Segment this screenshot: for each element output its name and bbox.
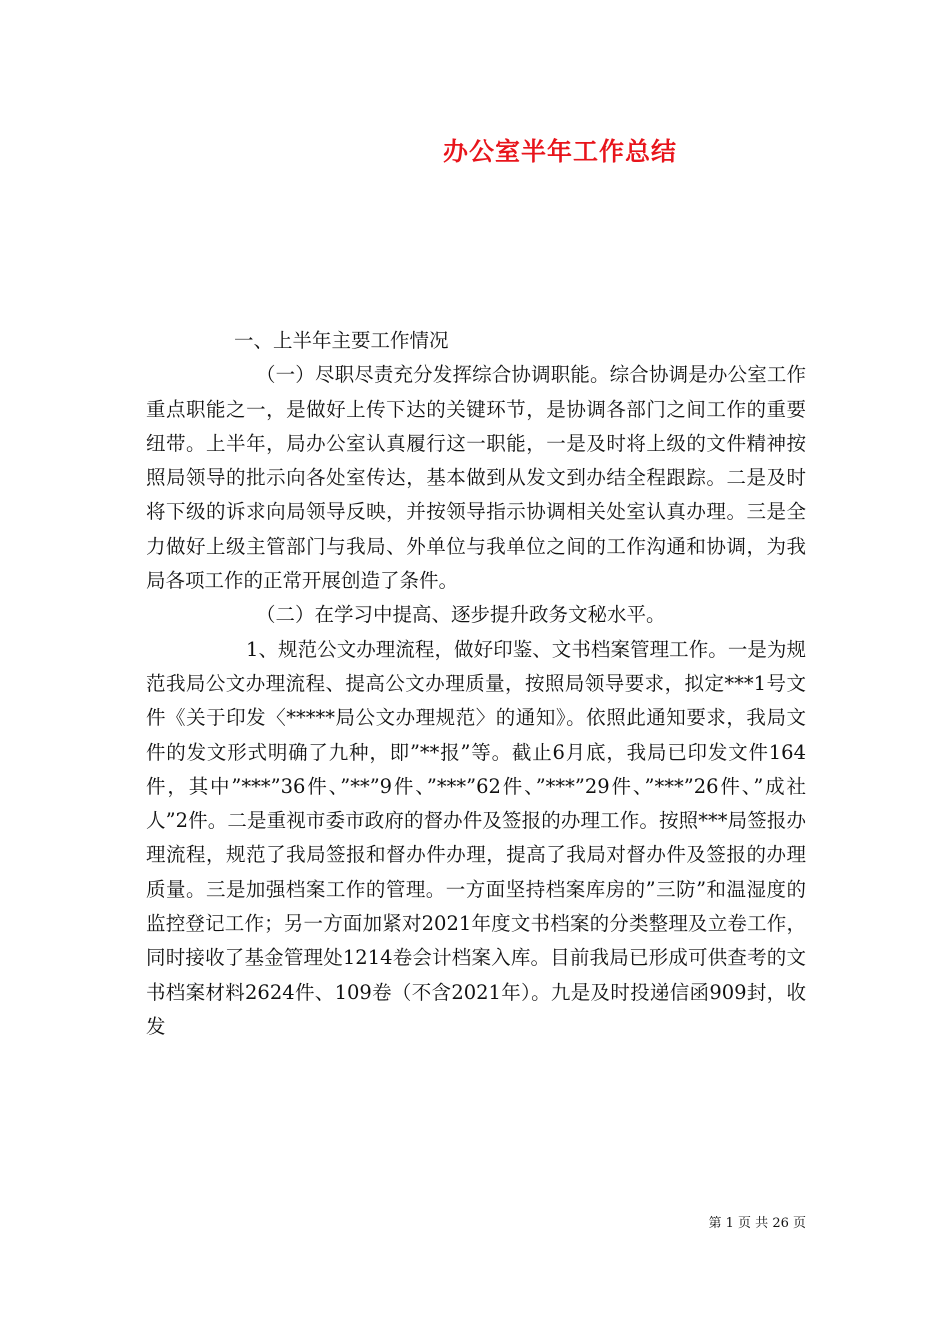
document-body: [146, 324, 806, 1044]
sub-heading-learning: （二）在学习中提高、逐步提升政务文秘水平。: [256, 603, 666, 627]
page-title: 办公室半年工作总结: [442, 137, 677, 166]
paragraph-coordination: （一）尽职尽责充分发挥综合协调职能。综合协调是办公室工作重点职能之一，是做好上传下达的关键环节，是协调各部门之间工作的重要纽带。上半年，局办公室认真履行这一职能，一是及时将上级的文件精神按照局领导的批示向各处室传达，基本做到从发文到办结全程跟踪。二是及时将下级的诉求向局领导反映，并按领导指示协调相关处室认真办理。三是全力做好上级主管部门与我局、外单位与我单位之间的工作沟通和协调，为我局各项工作的正常开展创造了条件。: [146, 363, 806, 593]
section-heading: 一、上半年主要工作情况: [234, 329, 449, 352]
paragraph-document-handling: 1、规范公文办理流程，做好印鉴、文书档案管理工作。一是为规范我局公文办理流程、提高公文办理质量，按照局领导要求，拟定***1号文件《关于印发〈*****局公文办理规范〉的通知》。依照此通知要求，我局文件的发文形式明确了九种，即”**报”等。截止6月底，我局已印发文件164件，其中”***”36件、”**”9件、”***”62件、”***”29件、”***”26件、”成社人”2件。二是重视市委市政府的督办件及签报的办理工作。按照***局签报办理流程，规范了我局签报和督办件办理，提高了我局对督办件及签报的办理质量。三是加强档案工作的管理。一方面坚持档案库房的”三防”和温湿度的监控登记工作；另一方面加紧对2021年度文书档案的分类整理及立卷工作，同时接收了基金管理处1214卷会计档案入库。目前我局已形成可供查考的文书档案材料2624件、109卷（不含2021年）。九是及时投递信函909封，收发: [146, 637, 806, 1038]
page-footer: 第 1 页 共 26 页: [708, 1216, 806, 1231]
